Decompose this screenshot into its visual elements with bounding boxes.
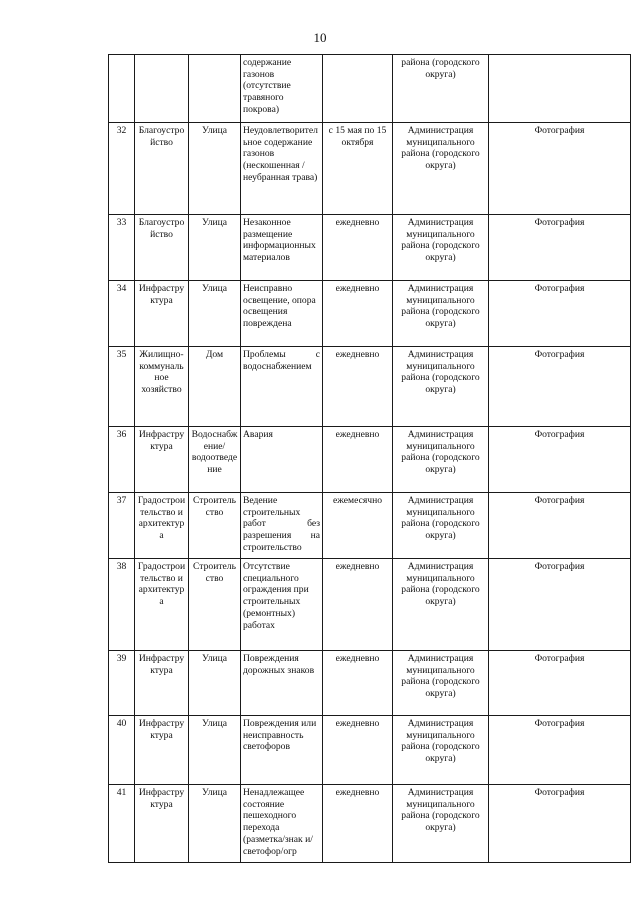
table-row	[109, 215, 631, 281]
problem-cell: Отсутствие специального ограждения при строительных (ремонтных) работах	[241, 559, 323, 651]
row-number-cell: 32	[109, 123, 135, 215]
object-cell: Улица	[189, 716, 241, 785]
period-cell: ежедневно	[323, 347, 393, 427]
period-cell: ежемесячно	[323, 493, 393, 559]
category-cell: Жилищно-коммунальное хозяйство	[135, 347, 189, 427]
object-cell: Строительство	[189, 559, 241, 651]
row-number-cell: 35	[109, 347, 135, 427]
table-row	[109, 493, 631, 559]
problem-cell: Неисправно освещение, опора освещения повреждена	[241, 281, 323, 347]
proof-cell: Фотография	[489, 785, 631, 863]
problem-cell: Ведение строительных работ без разрешения на строительство	[241, 493, 323, 559]
responsible-cell: района (городского округа)	[393, 55, 489, 123]
row-number-cell: 39	[109, 651, 135, 716]
object-cell: Улица	[189, 785, 241, 863]
period-cell: ежедневно	[323, 651, 393, 716]
table-body	[109, 55, 631, 863]
problem-cell: Авария	[241, 427, 323, 493]
row-number-cell: 41	[109, 785, 135, 863]
row-number-cell: 36	[109, 427, 135, 493]
object-cell: Дом	[189, 347, 241, 427]
table-row	[109, 347, 631, 427]
category-cell: Инфраструктура	[135, 427, 189, 493]
table-row	[109, 427, 631, 493]
category-cell: Инфраструктура	[135, 281, 189, 347]
proof-cell: Фотография	[489, 427, 631, 493]
responsible-cell: Администрация муниципального района (городского округа)	[393, 716, 489, 785]
proof-cell: Фотография	[489, 559, 631, 651]
period-cell: ежедневно	[323, 559, 393, 651]
responsible-cell: Администрация муниципального района (городского округа)	[393, 347, 489, 427]
category-cell	[135, 55, 189, 123]
row-number-cell: 33	[109, 215, 135, 281]
category-cell: Инфраструктура	[135, 785, 189, 863]
responsible-cell: Администрация муниципального района (городского округа)	[393, 123, 489, 215]
table-row	[109, 716, 631, 785]
table-row	[109, 559, 631, 651]
row-number-cell	[109, 55, 135, 123]
object-cell: Улица	[189, 281, 241, 347]
table-row	[109, 123, 631, 215]
row-number-cell: 38	[109, 559, 135, 651]
category-cell: Благоустройство	[135, 123, 189, 215]
period-cell: ежедневно	[323, 716, 393, 785]
document-table	[108, 54, 631, 863]
table-row	[109, 281, 631, 347]
problem-cell: Неудовлетворительное содержание газонов (нескошенная /неубранная трава)	[241, 123, 323, 215]
proof-cell: Фотография	[489, 123, 631, 215]
category-cell: Градостроительство и архитектура	[135, 493, 189, 559]
object-cell: Строительство	[189, 493, 241, 559]
problem-cell: Незаконное размещение информационных материалов	[241, 215, 323, 281]
category-cell: Благоустройство	[135, 215, 189, 281]
problem-cell: Проблемы с водоснабжением	[241, 347, 323, 427]
responsible-cell: Администрация муниципального района (городского округа)	[393, 651, 489, 716]
problem-cell: Повреждения дорожных знаков	[241, 651, 323, 716]
problem-cell: Ненадлежащее состояние пешеходного перехода (разметка/знак и/светофор/огр	[241, 785, 323, 863]
period-cell: ежедневно	[323, 785, 393, 863]
proof-cell: Фотография	[489, 215, 631, 281]
proof-cell: Фотография	[489, 281, 631, 347]
problem-cell: Повреждения или неисправность светофоров	[241, 716, 323, 785]
responsible-cell: Администрация муниципального района (городского округа)	[393, 493, 489, 559]
object-cell: Улица	[189, 123, 241, 215]
responsible-cell: Администрация муниципального района (городского округа)	[393, 427, 489, 493]
category-cell: Градостроительство и архитектура	[135, 559, 189, 651]
category-cell: Инфраструктура	[135, 716, 189, 785]
proof-cell	[489, 55, 631, 123]
page-number: 10	[313, 30, 327, 45]
responsible-cell: Администрация муниципального района (городского округа)	[393, 281, 489, 347]
table-row	[109, 785, 631, 863]
period-cell: с 15 мая по 15 октября	[323, 123, 393, 215]
responsible-cell: Администрация муниципального района (городского округа)	[393, 215, 489, 281]
proof-cell: Фотография	[489, 493, 631, 559]
row-number-cell: 40	[109, 716, 135, 785]
table-row	[109, 55, 631, 123]
category-cell: Инфраструктура	[135, 651, 189, 716]
responsible-cell: Администрация муниципального района (городского округа)	[393, 559, 489, 651]
object-cell	[189, 55, 241, 123]
problem-cell: содержание газонов (отсутствие травяного покрова)	[241, 55, 323, 123]
period-cell: ежедневно	[323, 215, 393, 281]
proof-cell: Фотография	[489, 651, 631, 716]
period-cell	[323, 55, 393, 123]
object-cell: Водоснабжение/водоотведение	[189, 427, 241, 493]
responsible-cell: Администрация муниципального района (городского округа)	[393, 785, 489, 863]
object-cell: Улица	[189, 215, 241, 281]
object-cell: Улица	[189, 651, 241, 716]
period-cell: ежедневно	[323, 427, 393, 493]
proof-cell: Фотография	[489, 347, 631, 427]
row-number-cell: 37	[109, 493, 135, 559]
row-number-cell: 34	[109, 281, 135, 347]
table-row	[109, 651, 631, 716]
proof-cell: Фотография	[489, 716, 631, 785]
period-cell: ежедневно	[323, 281, 393, 347]
